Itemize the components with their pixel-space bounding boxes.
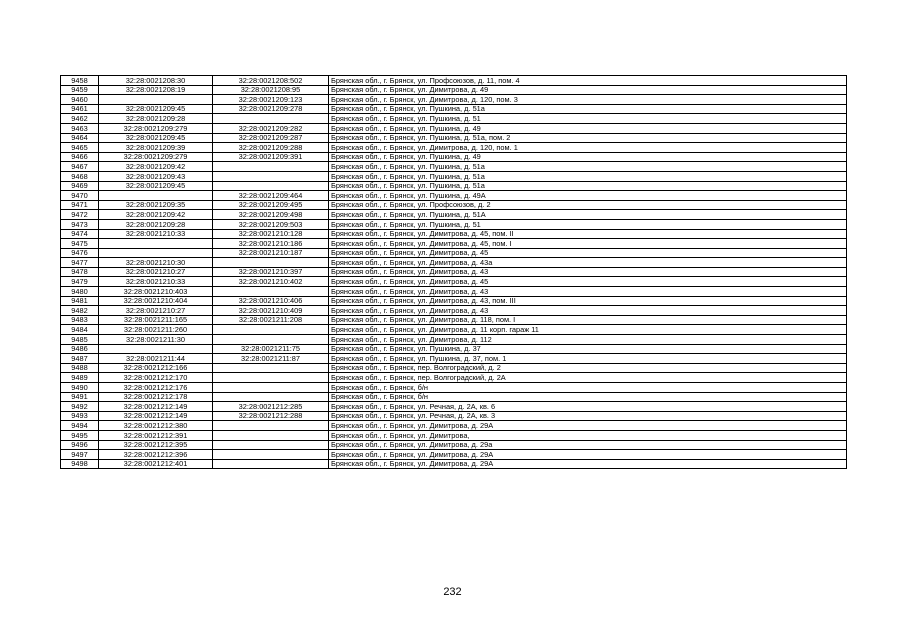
address-cell: Брянская обл., г. Брянск, ул. Димитрова, д. 112 <box>329 335 847 345</box>
land-cadastral-number-cell: 32:28:0021211:260 <box>99 325 213 335</box>
land-cadastral-number-cell: 32:28:0021212:149 <box>99 411 213 421</box>
row-number-cell: 9480 <box>61 287 99 297</box>
land-cadastral-number-cell: 32:28:0021211:44 <box>99 354 213 364</box>
table-row <box>61 267 847 277</box>
table-row <box>61 229 847 239</box>
address-cell: Брянская обл., г. Брянск, ул. Пушкина, д. 51а <box>329 162 847 172</box>
address-cell: Брянская обл., г. Брянск, ул. Пушкина, д. 51а <box>329 104 847 114</box>
building-cadastral-number-cell <box>213 383 329 393</box>
table-row <box>61 315 847 325</box>
address-cell: Брянская обл., г. Брянск, ул. Димитрова, д. 45, пом. II <box>329 229 847 239</box>
address-cell: Брянская обл., г. Брянск, ул. Пушкина, д. 37 <box>329 344 847 354</box>
building-cadastral-number-cell: 32:28:0021209:287 <box>213 133 329 143</box>
land-cadastral-number-cell: 32:28:0021212:391 <box>99 430 213 440</box>
table-row <box>61 95 847 105</box>
row-number-cell: 9488 <box>61 363 99 373</box>
building-cadastral-number-cell: 32:28:0021209:391 <box>213 152 329 162</box>
land-cadastral-number-cell: 32:28:0021210:33 <box>99 277 213 287</box>
land-cadastral-number-cell <box>99 248 213 258</box>
land-cadastral-number-cell: 32:28:0021209:42 <box>99 210 213 220</box>
building-cadastral-number-cell <box>213 114 329 124</box>
land-cadastral-number-cell: 32:28:0021210:404 <box>99 296 213 306</box>
land-cadastral-number-cell: 32:28:0021210:27 <box>99 267 213 277</box>
table-row <box>61 421 847 431</box>
address-cell: Брянская обл., г. Брянск, ул. Димитрова, д. 120, пом. 1 <box>329 143 847 153</box>
land-cadastral-number-cell: 32:28:0021212:396 <box>99 450 213 460</box>
row-number-cell: 9473 <box>61 219 99 229</box>
building-cadastral-number-cell: 32:28:0021209:288 <box>213 143 329 153</box>
table-row <box>61 363 847 373</box>
building-cadastral-number-cell <box>213 325 329 335</box>
building-cadastral-number-cell <box>213 392 329 402</box>
row-number-cell: 9468 <box>61 171 99 181</box>
address-cell: Брянская обл., г. Брянск, ул. Димитрова, д. 29А <box>329 450 847 460</box>
address-cell: Брянская обл., г. Брянск, ул. Димитрова, д. 43 <box>329 267 847 277</box>
address-cell: Брянская обл., г. Брянск, б/н <box>329 383 847 393</box>
row-number-cell: 9463 <box>61 123 99 133</box>
building-cadastral-number-cell: 32:28:0021209:278 <box>213 104 329 114</box>
address-cell: Брянская обл., г. Брянск, пер. Волгоградский, д. 2А <box>329 373 847 383</box>
row-number-cell: 9465 <box>61 143 99 153</box>
row-number-cell: 9471 <box>61 200 99 210</box>
land-cadastral-number-cell: 32:28:0021212:170 <box>99 373 213 383</box>
land-cadastral-number-cell <box>99 95 213 105</box>
address-cell: Брянская обл., г. Брянск, ул. Речная, д. 2А, кв. 6 <box>329 402 847 412</box>
row-number-cell: 9460 <box>61 95 99 105</box>
address-cell: Брянская обл., г. Брянск, ул. Димитрова, д. 49 <box>329 85 847 95</box>
row-number-cell: 9495 <box>61 430 99 440</box>
row-number-cell: 9467 <box>61 162 99 172</box>
land-cadastral-number-cell: 32:28:0021211:30 <box>99 335 213 345</box>
land-cadastral-number-cell: 32:28:0021209:279 <box>99 123 213 133</box>
land-cadastral-number-cell: 32:28:0021212:178 <box>99 392 213 402</box>
table-row <box>61 306 847 316</box>
building-cadastral-number-cell: 32:28:0021208:95 <box>213 85 329 95</box>
row-number-cell: 9469 <box>61 181 99 191</box>
address-cell: Брянская обл., г. Брянск, ул. Димитрова, д. 118, пом. I <box>329 315 847 325</box>
table-row <box>61 258 847 268</box>
row-number-cell: 9466 <box>61 152 99 162</box>
land-cadastral-number-cell: 32:28:0021209:43 <box>99 171 213 181</box>
building-cadastral-number-cell: 32:28:0021208:502 <box>213 76 329 86</box>
address-cell: Брянская обл., г. Брянск, ул. Димитрова, д. 29А <box>329 421 847 431</box>
building-cadastral-number-cell <box>213 373 329 383</box>
row-number-cell: 9478 <box>61 267 99 277</box>
land-cadastral-number-cell: 32:28:0021210:30 <box>99 258 213 268</box>
row-number-cell: 9484 <box>61 325 99 335</box>
table-row <box>61 76 847 86</box>
address-cell: Брянская обл., г. Брянск, ул. Димитрова, д. 29а <box>329 440 847 450</box>
table-row <box>61 104 847 114</box>
row-number-cell: 9475 <box>61 239 99 249</box>
table-row <box>61 219 847 229</box>
table-row <box>61 239 847 249</box>
address-cell: Брянская обл., г. Брянск, ул. Пушкина, д. 51 <box>329 219 847 229</box>
building-cadastral-number-cell: 32:28:0021212:285 <box>213 402 329 412</box>
row-number-cell: 9472 <box>61 210 99 220</box>
table-row <box>61 152 847 162</box>
table-row <box>61 430 847 440</box>
row-number-cell: 9474 <box>61 229 99 239</box>
building-cadastral-number-cell: 32:28:0021209:503 <box>213 219 329 229</box>
row-number-cell: 9493 <box>61 411 99 421</box>
table-row <box>61 143 847 153</box>
row-number-cell: 9458 <box>61 76 99 86</box>
row-number-cell: 9498 <box>61 459 99 469</box>
building-cadastral-number-cell <box>213 430 329 440</box>
land-cadastral-number-cell <box>99 344 213 354</box>
table-row <box>61 440 847 450</box>
row-number-cell: 9485 <box>61 335 99 345</box>
address-cell: Брянская обл., г. Брянск, ул. Димитрова, д. 43 <box>329 306 847 316</box>
table-row <box>61 248 847 258</box>
table-row <box>61 114 847 124</box>
table-row <box>61 373 847 383</box>
row-number-cell: 9462 <box>61 114 99 124</box>
address-cell: Брянская обл., г. Брянск, ул. Пушкина, д. 51А <box>329 210 847 220</box>
building-cadastral-number-cell <box>213 287 329 297</box>
address-cell: Брянская обл., г. Брянск, ул. Речная, д. 2А, кв. 3 <box>329 411 847 421</box>
row-number-cell: 9481 <box>61 296 99 306</box>
land-cadastral-number-cell: 32:28:0021209:45 <box>99 104 213 114</box>
building-cadastral-number-cell <box>213 450 329 460</box>
address-cell: Брянская обл., г. Брянск, ул. Пушкина, д. 51а, пом. 2 <box>329 133 847 143</box>
address-cell: Брянская обл., г. Брянск, ул. Димитрова, д. 43а <box>329 258 847 268</box>
row-number-cell: 9494 <box>61 421 99 431</box>
row-number-cell: 9497 <box>61 450 99 460</box>
page-number: 232 <box>443 586 462 598</box>
row-number-cell: 9487 <box>61 354 99 364</box>
table-row <box>61 344 847 354</box>
address-cell: Брянская обл., г. Брянск, ул. Пушкина, д. 49 <box>329 152 847 162</box>
table-row <box>61 210 847 220</box>
address-cell: Брянская обл., г. Брянск, ул. Димитрова, д. 29А <box>329 459 847 469</box>
table-row <box>61 450 847 460</box>
land-cadastral-number-cell: 32:28:0021208:30 <box>99 76 213 86</box>
address-cell: Брянская обл., г. Брянск, ул. Димитрова, <box>329 430 847 440</box>
address-cell: Брянская обл., г. Брянск, ул. Димитрова, д. 43, пом. III <box>329 296 847 306</box>
row-number-cell: 9459 <box>61 85 99 95</box>
table-row <box>61 85 847 95</box>
row-number-cell: 9492 <box>61 402 99 412</box>
address-cell: Брянская обл., г. Брянск, ул. Димитрова, д. 120, пом. 3 <box>329 95 847 105</box>
address-cell: Брянская обл., г. Брянск, пер. Волгоградский, д. 2 <box>329 363 847 373</box>
land-cadastral-number-cell: 32:28:0021209:45 <box>99 133 213 143</box>
building-cadastral-number-cell <box>213 421 329 431</box>
building-cadastral-number-cell: 32:28:0021209:495 <box>213 200 329 210</box>
table-row <box>61 181 847 191</box>
address-cell: Брянская обл., г. Брянск, ул. Пушкина, д. 37, пом. 1 <box>329 354 847 364</box>
land-cadastral-number-cell: 32:28:0021209:28 <box>99 219 213 229</box>
building-cadastral-number-cell: 32:28:0021210:186 <box>213 239 329 249</box>
table-row <box>61 162 847 172</box>
address-cell: Брянская обл., г. Брянск, ул. Пушкина, д. 49А <box>329 191 847 201</box>
building-cadastral-number-cell <box>213 171 329 181</box>
table-row <box>61 133 847 143</box>
land-cadastral-number-cell: 32:28:0021208:19 <box>99 85 213 95</box>
land-cadastral-number-cell: 32:28:0021211:165 <box>99 315 213 325</box>
table-row <box>61 459 847 469</box>
land-cadastral-number-cell: 32:28:0021212:380 <box>99 421 213 431</box>
table-row <box>61 287 847 297</box>
table-row <box>61 402 847 412</box>
land-cadastral-number-cell <box>99 239 213 249</box>
land-cadastral-number-cell: 32:28:0021209:45 <box>99 181 213 191</box>
table-row <box>61 191 847 201</box>
building-cadastral-number-cell: 32:28:0021211:208 <box>213 315 329 325</box>
land-cadastral-number-cell: 32:28:0021212:166 <box>99 363 213 373</box>
address-cell: Брянская обл., г. Брянск, б/н <box>329 392 847 402</box>
building-cadastral-number-cell: 32:28:0021210:409 <box>213 306 329 316</box>
land-cadastral-number-cell: 32:28:0021209:42 <box>99 162 213 172</box>
address-cell: Брянская обл., г. Брянск, ул. Профсоюзов, д. 11, пом. 4 <box>329 76 847 86</box>
address-cell: Брянская обл., г. Брянск, ул. Димитрова, д. 43 <box>329 287 847 297</box>
building-cadastral-number-cell: 32:28:0021209:123 <box>213 95 329 105</box>
row-number-cell: 9496 <box>61 440 99 450</box>
address-cell: Брянская обл., г. Брянск, ул. Пушкина, д. 51а <box>329 171 847 181</box>
building-cadastral-number-cell: 32:28:0021209:464 <box>213 191 329 201</box>
building-cadastral-number-cell: 32:28:0021211:87 <box>213 354 329 364</box>
land-cadastral-number-cell <box>99 191 213 201</box>
building-cadastral-number-cell <box>213 162 329 172</box>
row-number-cell: 9470 <box>61 191 99 201</box>
row-number-cell: 9490 <box>61 383 99 393</box>
registry-table <box>60 75 847 469</box>
land-cadastral-number-cell: 32:28:0021212:401 <box>99 459 213 469</box>
row-number-cell: 9491 <box>61 392 99 402</box>
land-cadastral-number-cell: 32:28:0021210:27 <box>99 306 213 316</box>
table-row <box>61 296 847 306</box>
row-number-cell: 9464 <box>61 133 99 143</box>
table-row <box>61 277 847 287</box>
table-row <box>61 123 847 133</box>
land-cadastral-number-cell: 32:28:0021209:39 <box>99 143 213 153</box>
building-cadastral-number-cell: 32:28:0021210:397 <box>213 267 329 277</box>
building-cadastral-number-cell: 32:28:0021210:187 <box>213 248 329 258</box>
address-cell: Брянская обл., г. Брянск, ул. Димитрова, д. 45 <box>329 277 847 287</box>
building-cadastral-number-cell: 32:28:0021210:128 <box>213 229 329 239</box>
land-cadastral-number-cell: 32:28:0021209:35 <box>99 200 213 210</box>
building-cadastral-number-cell <box>213 181 329 191</box>
table-row <box>61 354 847 364</box>
row-number-cell: 9482 <box>61 306 99 316</box>
address-cell: Брянская обл., г. Брянск, ул. Димитрова, д. 45 <box>329 248 847 258</box>
table-body <box>61 76 847 469</box>
table-row <box>61 335 847 345</box>
table-row <box>61 383 847 393</box>
building-cadastral-number-cell <box>213 363 329 373</box>
address-cell: Брянская обл., г. Брянск, ул. Пушкина, д. 51а <box>329 181 847 191</box>
building-cadastral-number-cell <box>213 335 329 345</box>
land-cadastral-number-cell: 32:28:0021210:403 <box>99 287 213 297</box>
land-cadastral-number-cell: 32:28:0021209:28 <box>99 114 213 124</box>
address-cell: Брянская обл., г. Брянск, ул. Димитрова, д. 11 корп. гараж 11 <box>329 325 847 335</box>
row-number-cell: 9461 <box>61 104 99 114</box>
row-number-cell: 9476 <box>61 248 99 258</box>
row-number-cell: 9479 <box>61 277 99 287</box>
table-row <box>61 411 847 421</box>
address-cell: Брянская обл., г. Брянск, ул. Димитрова, д. 45, пом. I <box>329 239 847 249</box>
building-cadastral-number-cell: 32:28:0021212:288 <box>213 411 329 421</box>
building-cadastral-number-cell <box>213 258 329 268</box>
address-cell: Брянская обл., г. Брянск, ул. Пушкина, д. 49 <box>329 123 847 133</box>
table-row <box>61 171 847 181</box>
row-number-cell: 9486 <box>61 344 99 354</box>
building-cadastral-number-cell: 32:28:0021210:402 <box>213 277 329 287</box>
land-cadastral-number-cell: 32:28:0021212:176 <box>99 383 213 393</box>
table-row <box>61 325 847 335</box>
row-number-cell: 9489 <box>61 373 99 383</box>
row-number-cell: 9483 <box>61 315 99 325</box>
building-cadastral-number-cell: 32:28:0021210:406 <box>213 296 329 306</box>
building-cadastral-number-cell <box>213 440 329 450</box>
land-cadastral-number-cell: 32:28:0021209:279 <box>99 152 213 162</box>
building-cadastral-number-cell <box>213 459 329 469</box>
table-row <box>61 392 847 402</box>
land-cadastral-number-cell: 32:28:0021212:395 <box>99 440 213 450</box>
building-cadastral-number-cell: 32:28:0021211:75 <box>213 344 329 354</box>
address-cell: Брянская обл., г. Брянск, ул. Профсоюзов, д. 2 <box>329 200 847 210</box>
table-row <box>61 200 847 210</box>
land-cadastral-number-cell: 32:28:0021212:149 <box>99 402 213 412</box>
land-cadastral-number-cell: 32:28:0021210:33 <box>99 229 213 239</box>
row-number-cell: 9477 <box>61 258 99 268</box>
address-cell: Брянская обл., г. Брянск, ул. Пушкина, д. 51 <box>329 114 847 124</box>
building-cadastral-number-cell: 32:28:0021209:498 <box>213 210 329 220</box>
building-cadastral-number-cell: 32:28:0021209:282 <box>213 123 329 133</box>
